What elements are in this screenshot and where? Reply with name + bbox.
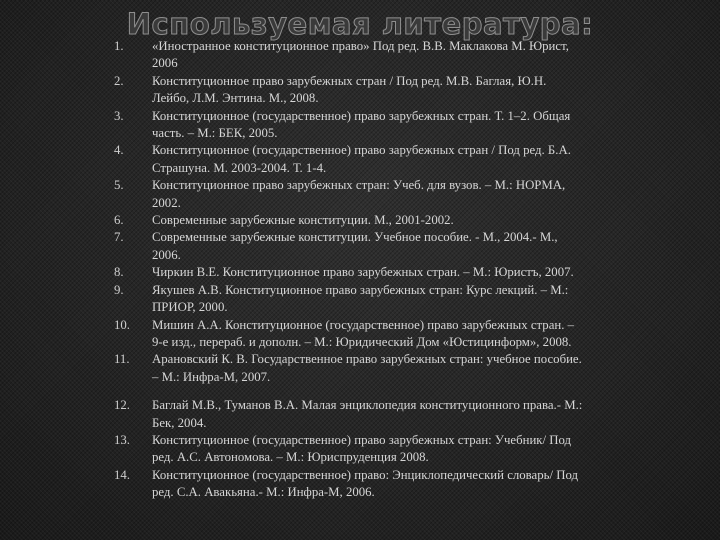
reference-list	[114, 38, 584, 502]
reference-number: 2.	[114, 73, 124, 88]
reference-text: Современные зарубежные конституции. М., 2001-2002.	[152, 213, 454, 228]
reference-item	[114, 142, 584, 177]
reference-item	[114, 351, 584, 386]
reference-number: 8.	[114, 265, 124, 280]
reference-text: Якушев А.В. Конституционное право зарубежных стран: Курс лекций. – М.: ПРИОР, 2000.	[152, 282, 569, 315]
reference-text: Мишин А.А. Конституционное (государственное) право зарубежных стран. – 9-е изд., перераб. и дополн. – М.: Юридический Дом «Юстицинформ», 2008.	[152, 317, 575, 349]
slide-title: Используемая литература:	[126, 7, 594, 41]
reference-text: Конституционное (государственное) право зарубежных стран. Т. 1–2. Общая часть. – М.: БЕК, 2005.	[152, 108, 571, 141]
reference-text: Конституционное право зарубежных стран: Учеб. для вузов. – М.: НОРМА, 2002.	[152, 178, 566, 210]
reference-number: 14.	[114, 467, 130, 482]
reference-number: 5.	[114, 178, 124, 193]
reference-text: Арановский К. В. Государственное право зарубежных стран: учебное пособие. – М.: Инфра-М, 2007.	[152, 352, 582, 384]
reference-text: Баглай М.В., Туманов В.А. Малая энциклопедия конституционного права.- М.: Бек, 2004.	[152, 398, 583, 430]
reference-text: Чиркин В.Е. Конституционное право зарубежных стран. – М.: Юристъ, 2007.	[152, 265, 574, 280]
reference-text: Конституционное (государственное) право: Энциклопедический словарь/ Под ред. С.А. Авакьяна.- М.: Инфра-М, 2006.	[152, 467, 578, 500]
reference-number: 1.	[114, 39, 124, 53]
reference-number: 7.	[114, 230, 124, 245]
reference-number: 12.	[114, 398, 130, 413]
reference-item	[114, 467, 584, 502]
reference-text: Конституционное (государственное) право зарубежных стран / Под ред. Б.А. Страшуна. М. 2003-2004. Т. 1-4.	[152, 143, 571, 175]
reference-number: 4.	[114, 143, 124, 158]
reference-item	[114, 432, 584, 467]
reference-item	[114, 317, 584, 352]
reference-item	[114, 282, 584, 317]
reference-item	[114, 73, 584, 108]
reference-item	[114, 397, 584, 432]
reference-number: 10.	[114, 317, 130, 332]
reference-item	[114, 177, 584, 212]
reference-text: Конституционное (государственное) право зарубежных стран: Учебник/ Под ред. А.С. Автономова. – М.: Юриспруденция 2008.	[152, 432, 572, 465]
reference-number: 11.	[114, 352, 130, 367]
reference-text: «Иностранное конституционное право» Под ред. В.В. Маклакова М. Юрист, 2006	[152, 39, 569, 71]
reference-text: Современные зарубежные конституции. Учебное пособие. - М., 2004.- М., 2006.	[152, 230, 558, 262]
reference-number: 3.	[114, 108, 124, 123]
reference-item	[114, 108, 584, 143]
reference-item	[114, 229, 584, 264]
reference-item	[114, 212, 584, 229]
reference-item	[114, 264, 584, 281]
reference-number: 9.	[114, 282, 124, 297]
reference-item	[114, 38, 584, 73]
reference-number: 6.	[114, 213, 124, 228]
reference-text: Конституционное право зарубежных стран / Под ред. М.В. Баглая, Ю.Н. Лейбо, Л.М. Энтина. М., 2008.	[152, 73, 547, 106]
reference-number: 13.	[114, 432, 130, 447]
